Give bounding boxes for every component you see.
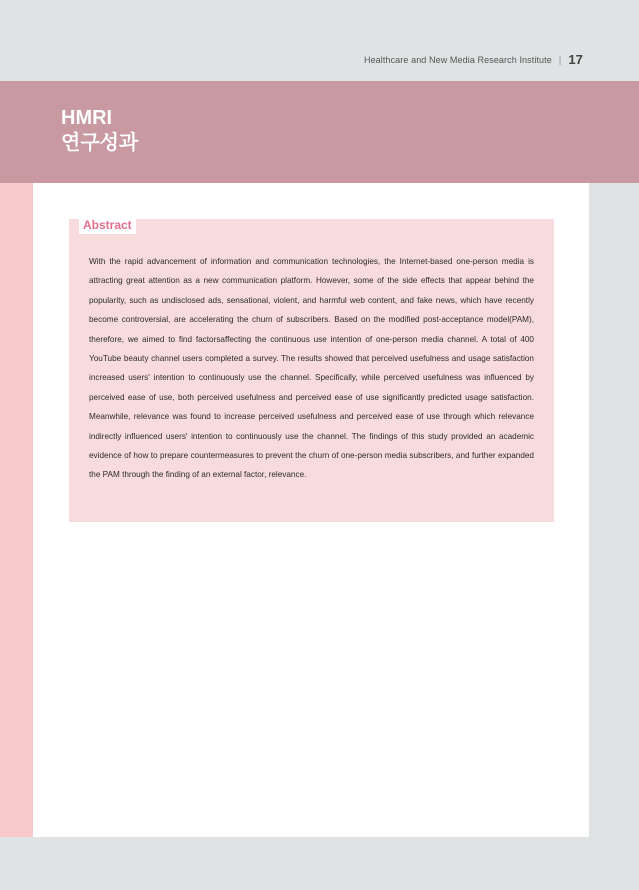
page-number: 17 [568, 52, 583, 67]
running-title: Healthcare and New Media Research Institute [363, 54, 552, 65]
left-accent-strip [0, 183, 33, 837]
running-header [364, 52, 583, 67]
banner-title-line1: HMRI [61, 107, 113, 129]
banner-title [61, 106, 138, 156]
banner-title-line2: 연구성과 [61, 132, 139, 154]
abstract-label: Abstract [79, 216, 136, 234]
abstract-body: With the rapid advancement of information and communication technologies, the Internet-based one-person media is attracting great attention as a new communication platform. However, some of the side effects that appear behind the popularity, such as undisclosed ads, sensational, violent, and harmful web content, and fake news, which have recently become controversial, are accelerating the churn of subscribers. Based on the modified post-acceptance model(PAM), therefore, we aimed to find factorsaffecting the continuous use intention of one-person media channel. A total of 400 YouTube beauty channel users completed a survey. The results showed that perceived usefulness and usage satisfaction increased users' intention to continuously use the channel. Specifically, while perceived usefulness was influenced by perceived ease of use, both perceived usefulness and perceived ease of use significantly predicted usage satisfaction. Meanwhile, relevance was found to increase perceived usefulness and perceived ease of use through which relevance indirectly influenced users' intention to continuously use the channel. The findings of this study provided an academic evidence of how to prepare countermeasures to prevent the churn of one-person media subscribers, and further expanded the PAM through the finding of an external factor, relevance. [89, 257, 534, 480]
header-separator: | [558, 54, 562, 65]
